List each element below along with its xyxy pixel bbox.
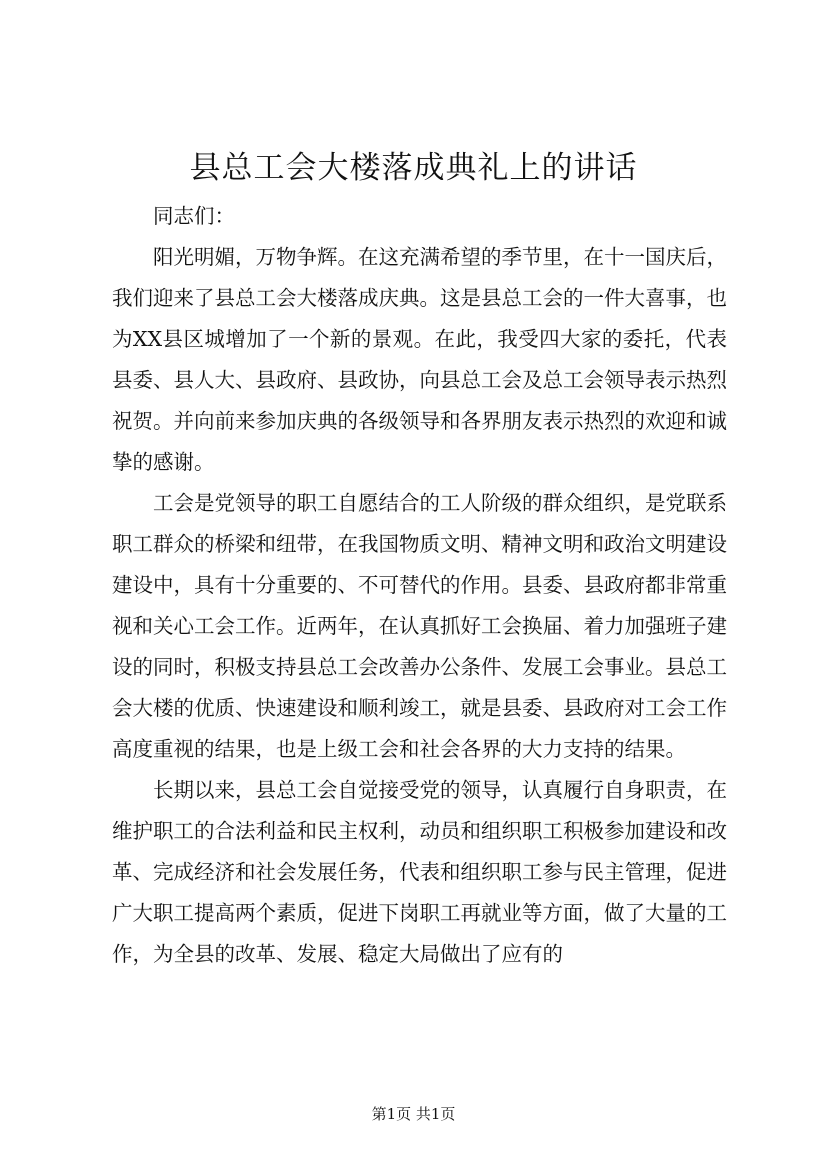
document-title: 县总工会大楼落成典礼上的讲话 bbox=[189, 150, 638, 186]
paragraph-1: 阳光明媚，万物争辉。在这充满希望的季节里，在十一国庆后，我们迎来了县总工会大楼落成庆典。这是县总工会的一件大喜事，也为XX县区城增加了一个新的景观。在此，我受四大家的委托，代表县委、县人大、县政府、县政协，向县总工会及总工会领导表示热烈祝贺。并向前来参加庆典的各级领导和各界朋友表示热烈的欢迎和诚挚的感谢。 bbox=[112, 245, 727, 474]
paragraph-2: 工会是党领导的职工自愿结合的工人阶级的群众组织，是党联系职工群众的桥梁和纽带，在我国物质文明、精神文明和政治文明建设建设中，具有十分重要的、不可替代的作用。县委、县政府都非常重视和关心工会工作。近两年，在认真抓好工会换届、着力加强班子建设的同时，积极支持县总工会改善办公条件、发展工会事业。县总工会大楼的优质、快速建设和顺利竣工，就是县委、县政府对工会工作高度重视的结果，也是上级工会和社会各界的大力支持的结果。 bbox=[112, 491, 727, 761]
paragraph-3: 长期以来，县总工会自觉接受党的领导，认真履行自身职责，在维护职工的合法利益和民主权利，动员和组织职工积极参加建设和改革、完成经济和社会发展任务，代表和组织职工参与民主管理，促进广大职工提高两个素质，促进下岗职工再就业等方面，做了大量的工作，为全县的改革、发展、稳定大局做出了应有的 bbox=[112, 778, 727, 966]
salutation: 同志们： bbox=[153, 204, 235, 228]
document-body bbox=[112, 196, 727, 975]
page-number-footer: 第1页 共1页 bbox=[371, 1105, 456, 1123]
